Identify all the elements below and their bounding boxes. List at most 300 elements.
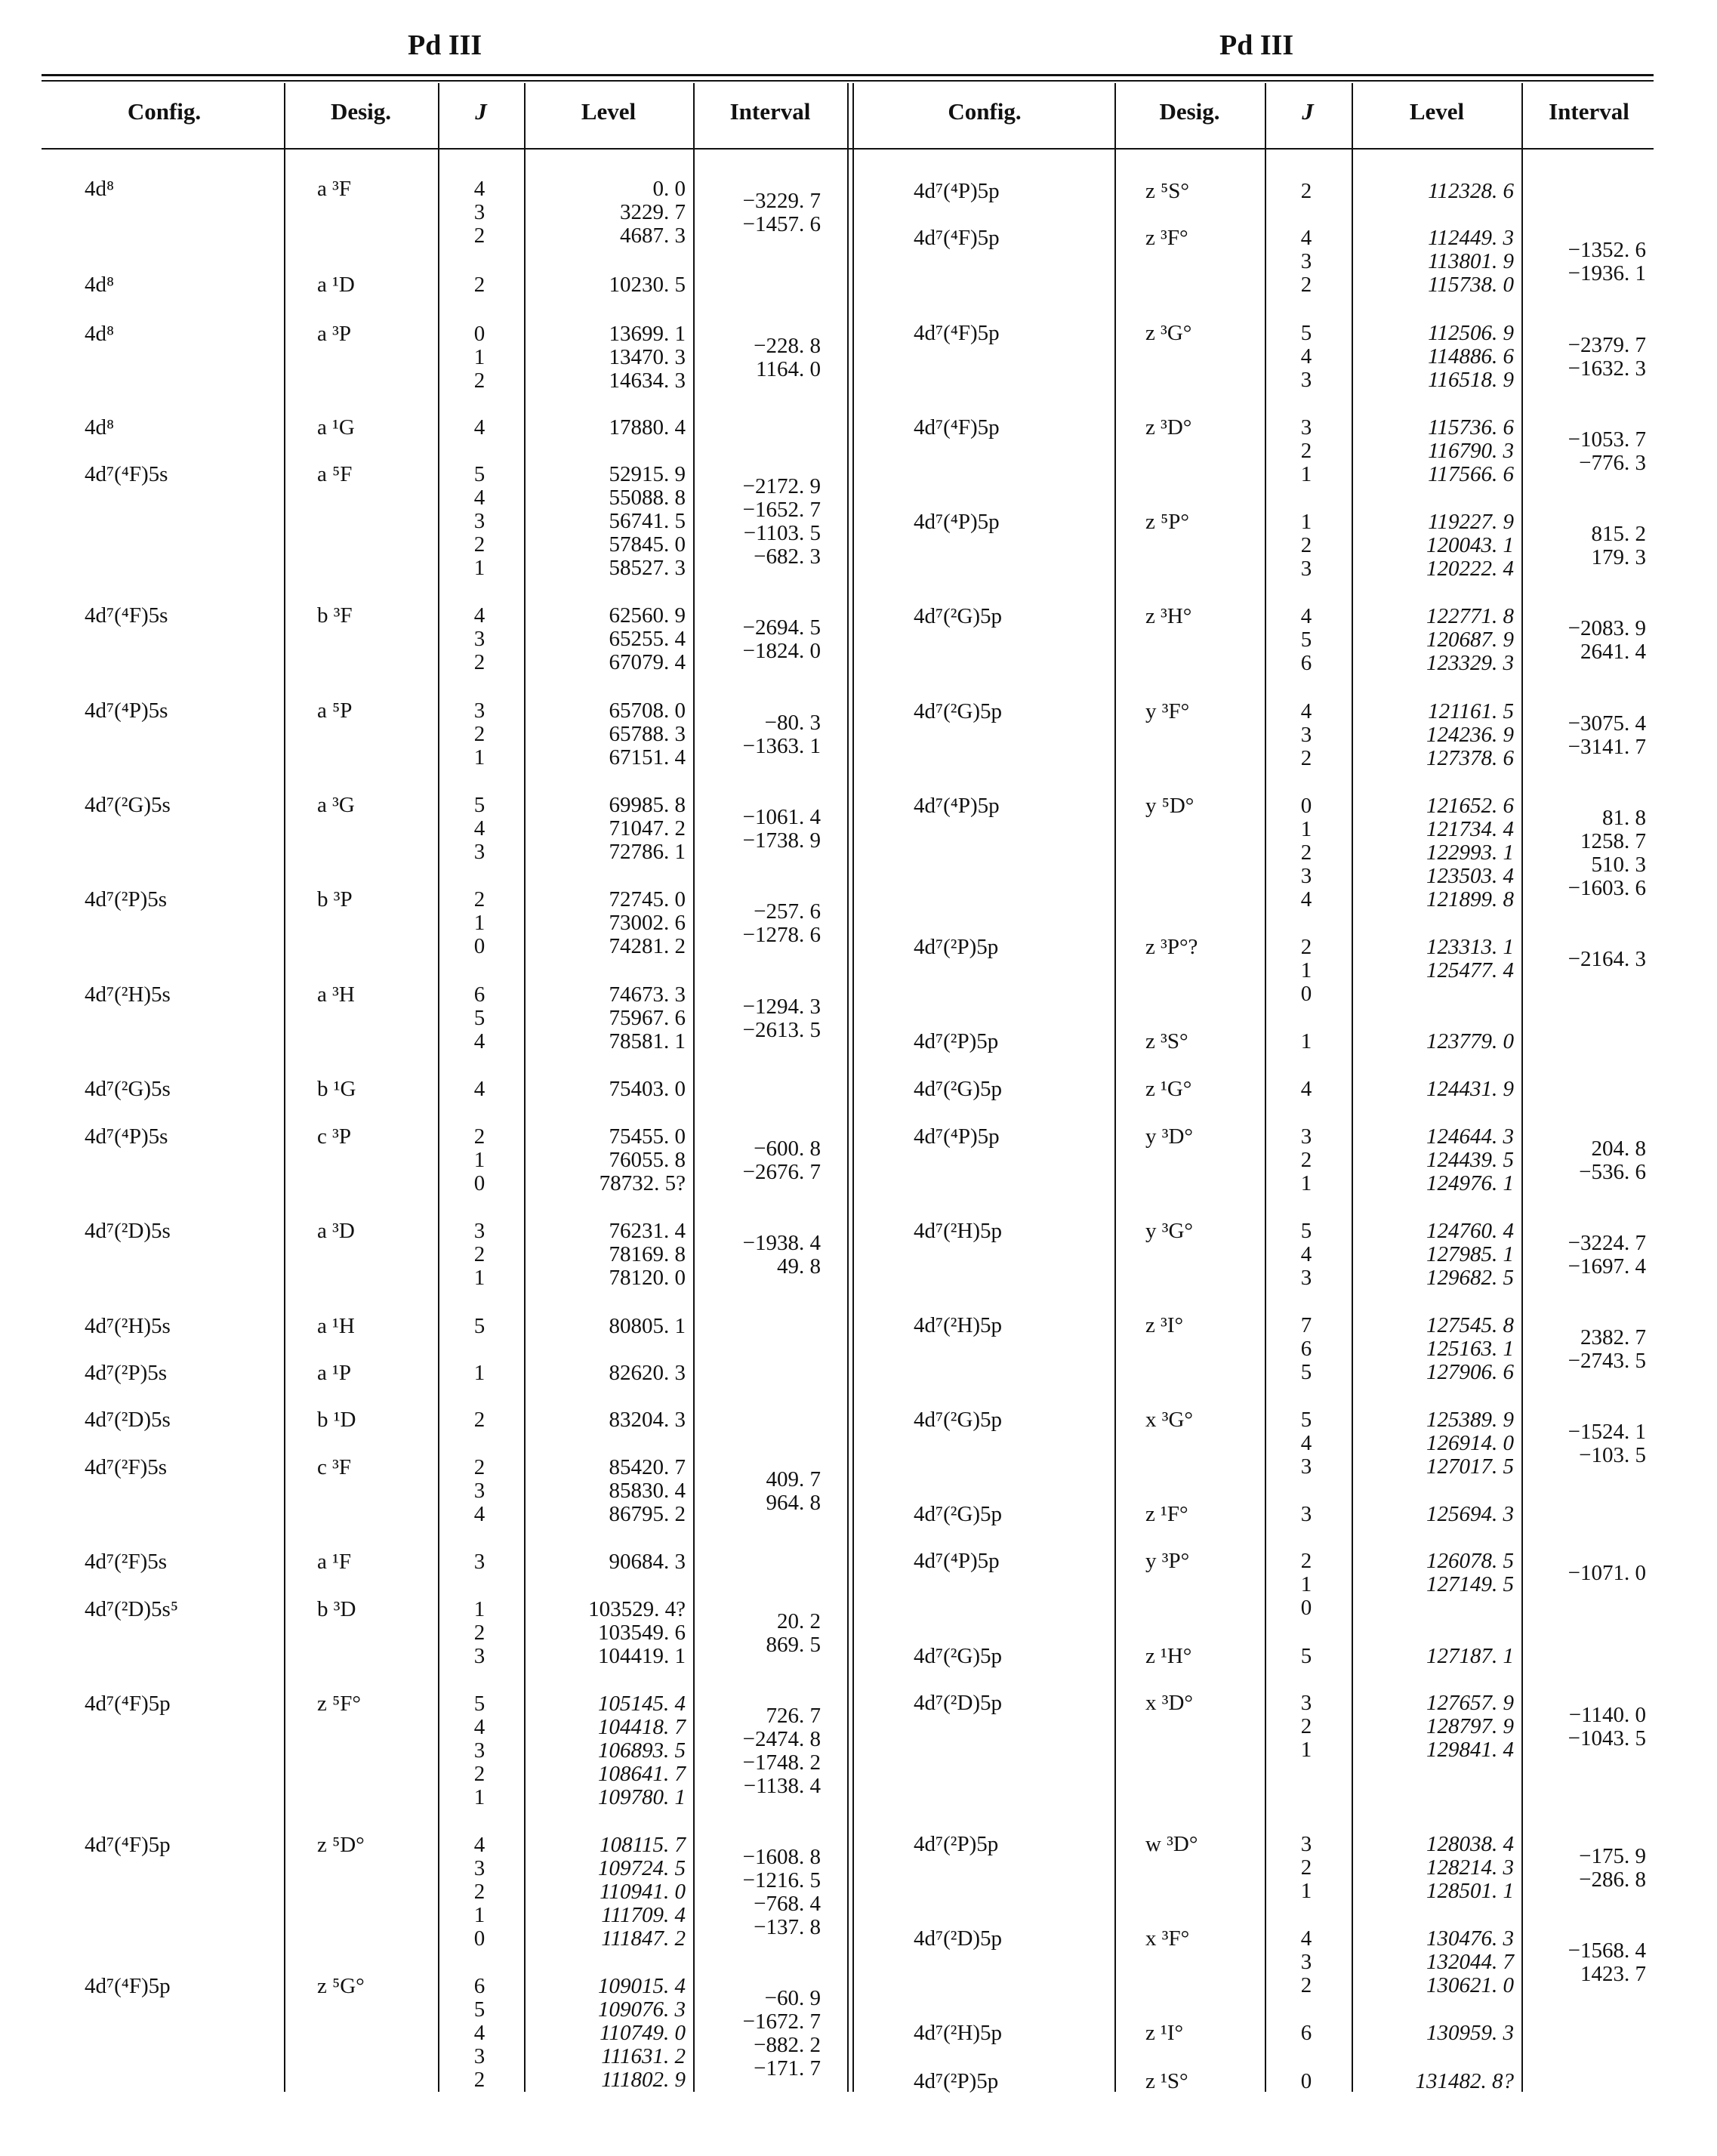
interval-value: −1938. 4 <box>742 1231 821 1255</box>
level-value: 127149. 5 <box>1426 1572 1514 1596</box>
interval-value: −286. 8 <box>1579 1868 1646 1892</box>
term-config: 4d⁸ <box>85 415 115 440</box>
level-value: 124644. 3 <box>1426 1124 1514 1149</box>
term-designation: y ³G° <box>1145 1219 1193 1243</box>
j-value: 1 <box>473 345 486 369</box>
interval-value: −257. 6 <box>754 899 821 924</box>
level-value: 125694. 3 <box>1426 1502 1514 1526</box>
interval-value: −103. 5 <box>1579 1443 1646 1467</box>
level-value: 82620. 3 <box>609 1361 686 1385</box>
level-value: 75967. 6 <box>609 1006 686 1030</box>
term-config: 4d⁷(⁴F)5s <box>85 462 168 486</box>
j-value: 1 <box>473 745 486 770</box>
interval-value: −1652. 7 <box>742 498 821 522</box>
j-value: 1 <box>1300 1572 1312 1596</box>
term-config: 4d⁷(²H)5s <box>85 982 171 1007</box>
level-value: 116790. 3 <box>1428 439 1514 463</box>
level-value: 52915. 9 <box>609 462 686 486</box>
j-value: 3 <box>473 699 486 723</box>
j-value: 2 <box>1300 179 1312 203</box>
level-value: 120687. 9 <box>1426 628 1514 652</box>
j-value: 2 <box>473 1621 486 1645</box>
level-value: 83204. 3 <box>609 1408 686 1432</box>
header-interval-left: Interval <box>729 98 811 125</box>
interval-value: −1672. 7 <box>742 2009 821 2034</box>
j-value: 3 <box>1300 1502 1312 1526</box>
level-value: 130476. 3 <box>1426 1926 1514 1951</box>
j-value: 4 <box>473 2021 486 2045</box>
term-config: 4d⁷(⁴F)5p <box>85 1974 171 1998</box>
interval-value: −2172. 9 <box>742 474 821 498</box>
j-value: 2 <box>1300 439 1312 463</box>
j-value: 3 <box>1300 415 1312 440</box>
j-value: 5 <box>473 1006 486 1030</box>
j-value: 2 <box>1300 1973 1312 1997</box>
j-value: 3 <box>473 1856 486 1880</box>
j-value: 1 <box>1300 1171 1312 1195</box>
term-designation: b ³F <box>317 603 353 628</box>
j-value: 5 <box>1300 1219 1312 1243</box>
level-value: 73002. 6 <box>609 911 686 935</box>
level-value: 126914. 0 <box>1426 1431 1514 1455</box>
term-designation: z ³S° <box>1145 1029 1188 1053</box>
column-rule <box>1265 83 1266 2092</box>
j-value: 2 <box>1300 1148 1312 1172</box>
level-value: 123779. 0 <box>1426 1029 1514 1053</box>
page-title-right: Pd III <box>1219 29 1294 61</box>
interval-value: −60. 9 <box>764 1986 821 2010</box>
j-value: 3 <box>473 627 486 651</box>
level-value: 122771. 8 <box>1426 604 1514 628</box>
interval-value: −1140. 0 <box>1568 1703 1646 1727</box>
j-value: 0 <box>1300 794 1312 818</box>
j-value: 4 <box>473 1502 486 1526</box>
interval-value: −1352. 6 <box>1567 238 1646 262</box>
j-value: 3 <box>1300 723 1312 747</box>
j-value: 5 <box>1300 1360 1312 1384</box>
j-value: 0 <box>1300 1596 1312 1620</box>
level-value: 86795. 2 <box>609 1502 686 1526</box>
level-value: 105145. 4 <box>598 1692 686 1716</box>
j-value: 3 <box>1300 249 1312 273</box>
term-config: 4d⁸ <box>85 273 115 297</box>
term-designation: z ³G° <box>1145 321 1192 345</box>
j-value: 4 <box>1300 1431 1312 1455</box>
interval-value: −1524. 1 <box>1567 1420 1646 1444</box>
term-designation: a ³F <box>317 177 351 201</box>
j-value: 3 <box>1300 864 1312 888</box>
column-rule <box>438 83 439 2092</box>
term-config: 4d⁷(⁴P)5s <box>85 699 168 723</box>
j-value: 2 <box>473 1762 486 1786</box>
level-value: 104419. 1 <box>598 1644 686 1668</box>
j-value: 2 <box>473 1455 486 1479</box>
term-config: 4d⁷(²G)5p <box>914 699 1003 723</box>
interval-value: −1138. 4 <box>743 1774 821 1798</box>
j-value: 3 <box>1300 557 1312 581</box>
interval-value: −768. 4 <box>754 1892 821 1916</box>
level-value: 111631. 2 <box>601 2044 686 2068</box>
level-value: 67151. 4 <box>609 745 686 770</box>
level-value: 128214. 3 <box>1426 1855 1514 1880</box>
term-config: 4d⁷(²G)5p <box>914 1502 1003 1526</box>
term-config: 4d⁷(²G)5p <box>914 1644 1003 1668</box>
level-value: 112449. 3 <box>1428 226 1514 250</box>
column-rule <box>1521 83 1523 2092</box>
level-value: 71047. 2 <box>609 816 686 841</box>
level-value: 132044. 7 <box>1426 1950 1514 1974</box>
j-value: 6 <box>473 982 486 1007</box>
interval-value: −1738. 9 <box>742 828 821 853</box>
term-config: 4d⁷(²F)5s <box>85 1550 168 1574</box>
level-value: 124439. 5 <box>1426 1148 1514 1172</box>
interval-value: −2676. 7 <box>742 1160 821 1184</box>
term-designation: z ⁵S° <box>1145 179 1189 203</box>
header-j-left: J <box>475 98 487 125</box>
level-value: 124431. 9 <box>1426 1077 1514 1101</box>
level-value: 116518. 9 <box>1428 368 1514 392</box>
j-value: 1 <box>1300 1029 1312 1053</box>
level-value: 125477. 4 <box>1426 958 1514 982</box>
interval-value: 2641. 4 <box>1580 640 1646 664</box>
term-designation: a ⁵F <box>317 462 353 486</box>
j-value: 6 <box>1300 651 1312 675</box>
level-value: 124236. 9 <box>1426 723 1514 747</box>
j-value: 3 <box>1300 1832 1312 1856</box>
term-designation: z ³F° <box>1145 226 1188 250</box>
level-value: 123313. 1 <box>1426 935 1514 959</box>
j-value: 5 <box>1300 1408 1312 1432</box>
term-designation: a ¹F <box>317 1550 351 1574</box>
level-value: 127985. 1 <box>1426 1242 1514 1266</box>
interval-value: 179. 3 <box>1591 545 1646 569</box>
level-value: 67079. 4 <box>609 650 686 674</box>
j-value: 2 <box>1300 273 1312 297</box>
interval-value: −1053. 7 <box>1567 427 1646 452</box>
level-value: 126078. 5 <box>1426 1549 1514 1573</box>
interval-value: −776. 3 <box>1579 451 1646 475</box>
j-value: 3 <box>473 1738 486 1763</box>
level-value: 75455. 0 <box>609 1124 686 1149</box>
level-value: 128797. 9 <box>1426 1714 1514 1738</box>
j-value: 2 <box>1300 1855 1312 1880</box>
j-value: 2 <box>1300 841 1312 865</box>
term-config: 4d⁷(²G)5p <box>914 604 1003 628</box>
j-value: 6 <box>1300 2021 1312 2045</box>
term-config: 4d⁷(²F)5s <box>85 1455 168 1479</box>
interval-value: 49. 8 <box>777 1254 821 1278</box>
interval-value: −1603. 6 <box>1567 876 1646 900</box>
term-designation: a ¹G <box>317 415 355 440</box>
level-value: 111709. 4 <box>601 1903 686 1927</box>
interval-value: −1071. 0 <box>1567 1561 1646 1585</box>
j-value: 3 <box>473 1219 486 1243</box>
j-value: 4 <box>1300 604 1312 628</box>
level-value: 127657. 9 <box>1426 1691 1514 1715</box>
level-value: 85420. 7 <box>609 1455 686 1479</box>
term-designation: a ⁵P <box>317 699 353 723</box>
term-designation: b ¹D <box>317 1408 356 1432</box>
level-value: 90684. 3 <box>609 1550 686 1574</box>
level-value: 78120. 0 <box>609 1266 686 1290</box>
header-desig-left: Desig. <box>330 98 392 125</box>
term-designation: c ³P <box>317 1124 351 1149</box>
term-designation: y ³D° <box>1145 1124 1193 1149</box>
level-value: 113801. 9 <box>1428 249 1514 273</box>
level-value: 122993. 1 <box>1426 841 1514 865</box>
term-designation: z ³H° <box>1145 604 1192 628</box>
level-value: 129682. 5 <box>1426 1266 1514 1290</box>
interval-value: −536. 6 <box>1579 1160 1646 1184</box>
term-config: 4d⁷(⁴F)5p <box>914 226 1000 250</box>
level-value: 4687. 3 <box>620 224 686 248</box>
j-value: 3 <box>473 1550 486 1574</box>
level-value: 103549. 6 <box>598 1621 686 1645</box>
term-config: 4d⁷(²D)5s⁵ <box>85 1597 178 1621</box>
term-designation: y ³P° <box>1145 1549 1190 1573</box>
column-rule <box>284 83 285 2092</box>
term-designation: x ³D° <box>1145 1691 1193 1715</box>
interval-value: 510. 3 <box>1591 853 1646 877</box>
j-value: 4 <box>473 415 486 440</box>
j-value: 2 <box>1300 1714 1312 1738</box>
interval-value: −1103. 5 <box>743 521 821 545</box>
interval-value: −682. 3 <box>754 544 821 569</box>
level-value: 65788. 3 <box>609 722 686 746</box>
j-value: 2 <box>473 224 486 248</box>
level-value: 108641. 7 <box>598 1762 686 1786</box>
term-designation: a ¹P <box>317 1361 351 1385</box>
term-designation: z ³I° <box>1145 1313 1184 1337</box>
interval-value: −1278. 6 <box>742 923 821 947</box>
term-config: 4d⁷(²D)5p <box>914 1691 1003 1715</box>
interval-value: 869. 5 <box>766 1633 821 1657</box>
j-value: 6 <box>473 1974 486 1998</box>
column-rule <box>693 83 695 2092</box>
term-config: 4d⁷(²G)5p <box>914 1408 1003 1432</box>
level-value: 13470. 3 <box>609 345 686 369</box>
level-value: 76055. 8 <box>609 1148 686 1172</box>
interval-value: 2382. 7 <box>1580 1325 1646 1349</box>
column-rule <box>1114 83 1116 2092</box>
term-designation: b ³P <box>317 887 353 911</box>
level-value: 62560. 9 <box>609 603 686 628</box>
level-value: 80805. 1 <box>609 1314 686 1338</box>
interval-value: −1294. 3 <box>742 995 821 1019</box>
interval-value: −1632. 3 <box>1567 356 1646 381</box>
term-config: 4d⁷(²P)5p <box>914 1832 999 1856</box>
level-value: 125389. 9 <box>1426 1408 1514 1432</box>
j-value: 1 <box>1300 510 1312 534</box>
interval-value: −1043. 5 <box>1567 1726 1646 1750</box>
interval-value: 815. 2 <box>1591 522 1646 546</box>
interval-value: 409. 7 <box>766 1467 821 1491</box>
term-config: 4d⁷(²D)5p <box>914 1926 1003 1951</box>
center-double-rule <box>847 83 849 2092</box>
level-value: 125163. 1 <box>1426 1337 1514 1361</box>
j-value: 3 <box>1300 1691 1312 1715</box>
level-value: 121734. 4 <box>1426 817 1514 841</box>
j-value: 2 <box>1300 746 1312 770</box>
term-config: 4d⁷(²P)5p <box>914 2069 999 2093</box>
j-value: 2 <box>473 722 486 746</box>
j-value: 4 <box>473 1715 486 1739</box>
interval-value: −171. 7 <box>754 2056 821 2080</box>
interval-value: −2474. 8 <box>742 1727 821 1751</box>
j-value: 5 <box>1300 321 1312 345</box>
j-value: 2 <box>473 650 486 674</box>
level-value: 78732. 5? <box>599 1171 686 1195</box>
term-designation: w ³D° <box>1145 1832 1198 1856</box>
level-value: 17880. 4 <box>609 415 686 440</box>
level-value: 115736. 6 <box>1428 415 1514 440</box>
level-value: 127017. 5 <box>1426 1454 1514 1479</box>
term-designation: b ³D <box>317 1597 356 1621</box>
level-value: 119227. 9 <box>1428 510 1514 534</box>
header-level-left: Level <box>581 98 637 125</box>
j-value: 1 <box>473 556 486 580</box>
level-value: 112506. 9 <box>1428 321 1514 345</box>
level-value: 112328. 6 <box>1428 179 1514 203</box>
j-value: 6 <box>1300 1337 1312 1361</box>
interval-value: −2613. 5 <box>742 1018 821 1042</box>
j-value: 2 <box>1300 1549 1312 1573</box>
interval-value: −2743. 5 <box>1567 1349 1646 1373</box>
level-value: 65255. 4 <box>609 627 686 651</box>
j-value: 1 <box>473 1785 486 1809</box>
interval-value: −228. 8 <box>754 334 821 358</box>
level-value: 85830. 4 <box>609 1479 686 1503</box>
interval-value: −80. 3 <box>764 711 821 735</box>
term-config: 4d⁷(⁴P)5p <box>914 179 1000 203</box>
interval-value: −1748. 2 <box>742 1750 821 1775</box>
level-value: 78581. 1 <box>609 1029 686 1053</box>
level-value: 127378. 6 <box>1426 746 1514 770</box>
j-value: 1 <box>473 911 486 935</box>
term-designation: y ⁵D° <box>1145 794 1195 818</box>
level-value: 127545. 8 <box>1426 1313 1514 1337</box>
level-value: 72786. 1 <box>609 840 686 864</box>
term-designation: z ⁵D° <box>317 1833 365 1857</box>
term-designation: a ³P <box>317 322 351 346</box>
term-config: 4d⁷(²G)5p <box>914 1077 1003 1101</box>
level-value: 130959. 3 <box>1426 2021 1514 2045</box>
j-value: 3 <box>473 840 486 864</box>
interval-value: −3229. 7 <box>742 189 821 213</box>
term-designation: a ³D <box>317 1219 355 1243</box>
term-designation: a ³H <box>317 982 355 1007</box>
term-config: 4d⁷(²P)5p <box>914 1029 999 1053</box>
term-config: 4d⁷(⁴P)5p <box>914 1549 1000 1573</box>
interval-value: −2083. 9 <box>1567 616 1646 640</box>
j-value: 4 <box>473 603 486 628</box>
level-value: 74673. 3 <box>609 982 686 1007</box>
level-value: 65708. 0 <box>609 699 686 723</box>
term-config: 4d⁷(²H)5p <box>914 1313 1003 1337</box>
level-value: 121899. 8 <box>1426 887 1514 911</box>
j-value: 2 <box>473 532 486 557</box>
level-value: 72745. 0 <box>609 887 686 911</box>
level-value: 115738. 0 <box>1428 273 1514 297</box>
term-config: 4d⁷(²G)5s <box>85 793 171 817</box>
j-value: 4 <box>473 1029 486 1053</box>
term-designation: z ¹H° <box>1145 1644 1192 1668</box>
interval-value: 1258. 7 <box>1580 829 1646 853</box>
interval-value: −2694. 5 <box>742 615 821 640</box>
j-value: 1 <box>1300 462 1312 486</box>
j-value: 2 <box>473 369 486 393</box>
level-value: 57845. 0 <box>609 532 686 557</box>
term-designation: z ¹S° <box>1145 2069 1188 2093</box>
interval-value: −600. 8 <box>754 1137 821 1161</box>
level-value: 10230. 5 <box>609 273 686 297</box>
level-value: 109076. 3 <box>598 1997 686 2022</box>
j-value: 4 <box>1300 1242 1312 1266</box>
level-value: 120222. 4 <box>1426 557 1514 581</box>
header-desig-right: Desig. <box>1159 98 1220 125</box>
j-value: 3 <box>1300 1266 1312 1290</box>
interval-value: −882. 2 <box>754 2033 821 2057</box>
j-value: 0 <box>473 322 486 346</box>
j-value: 5 <box>473 1314 486 1338</box>
term-designation: z ⁵F° <box>317 1692 361 1716</box>
level-value: 108115. 7 <box>600 1833 686 1857</box>
j-value: 2 <box>473 1242 486 1266</box>
level-value: 124760. 4 <box>1426 1219 1514 1243</box>
term-designation: z ⁵P° <box>1145 510 1189 534</box>
term-designation: z ³D° <box>1145 415 1192 440</box>
level-value: 106893. 5 <box>598 1738 686 1763</box>
term-config: 4d⁷(⁴P)5p <box>914 1124 1000 1149</box>
level-value: 0. 0 <box>652 177 686 201</box>
term-config: 4d⁸ <box>85 322 115 346</box>
interval-value: 964. 8 <box>766 1491 821 1515</box>
term-config: 4d⁷(⁴F)5p <box>914 321 1000 345</box>
level-value: 120043. 1 <box>1426 533 1514 557</box>
j-value: 4 <box>1300 887 1312 911</box>
level-value: 103529. 4? <box>588 1597 686 1621</box>
level-value: 14634. 3 <box>609 369 686 393</box>
j-value: 5 <box>1300 628 1312 652</box>
term-designation: a ¹H <box>317 1314 355 1338</box>
column-rule <box>1352 83 1353 2092</box>
level-value: 123503. 4 <box>1426 864 1514 888</box>
level-value: 3229. 7 <box>620 200 686 224</box>
term-designation: c ³F <box>317 1455 351 1479</box>
interval-value: −3075. 4 <box>1567 711 1646 736</box>
term-config: 4d⁷(²H)5p <box>914 1219 1003 1243</box>
term-config: 4d⁷(²D)5s <box>85 1219 171 1243</box>
j-value: 4 <box>473 486 486 510</box>
j-value: 1 <box>1300 1879 1312 1903</box>
level-value: 114886. 6 <box>1428 344 1514 369</box>
term-config: 4d⁷(²P)5s <box>85 1361 168 1385</box>
interval-value: 20. 2 <box>777 1609 821 1633</box>
j-value: 2 <box>473 1880 486 1904</box>
level-value: 128038. 4 <box>1426 1832 1514 1856</box>
j-value: 3 <box>473 2044 486 2068</box>
j-value: 0 <box>1300 2069 1312 2093</box>
term-config: 4d⁷(⁴F)5s <box>85 603 168 628</box>
interval-value: −1061. 4 <box>742 805 821 829</box>
level-value: 117566. 6 <box>1428 462 1514 486</box>
interval-value: −2379. 7 <box>1567 333 1646 357</box>
level-value: 130621. 0 <box>1426 1973 1514 1997</box>
header-config-right: Config. <box>948 98 1022 125</box>
term-config: 4d⁷(⁴P)5s <box>85 1124 168 1149</box>
j-value: 4 <box>473 1833 486 1857</box>
j-value: 4 <box>1300 344 1312 369</box>
